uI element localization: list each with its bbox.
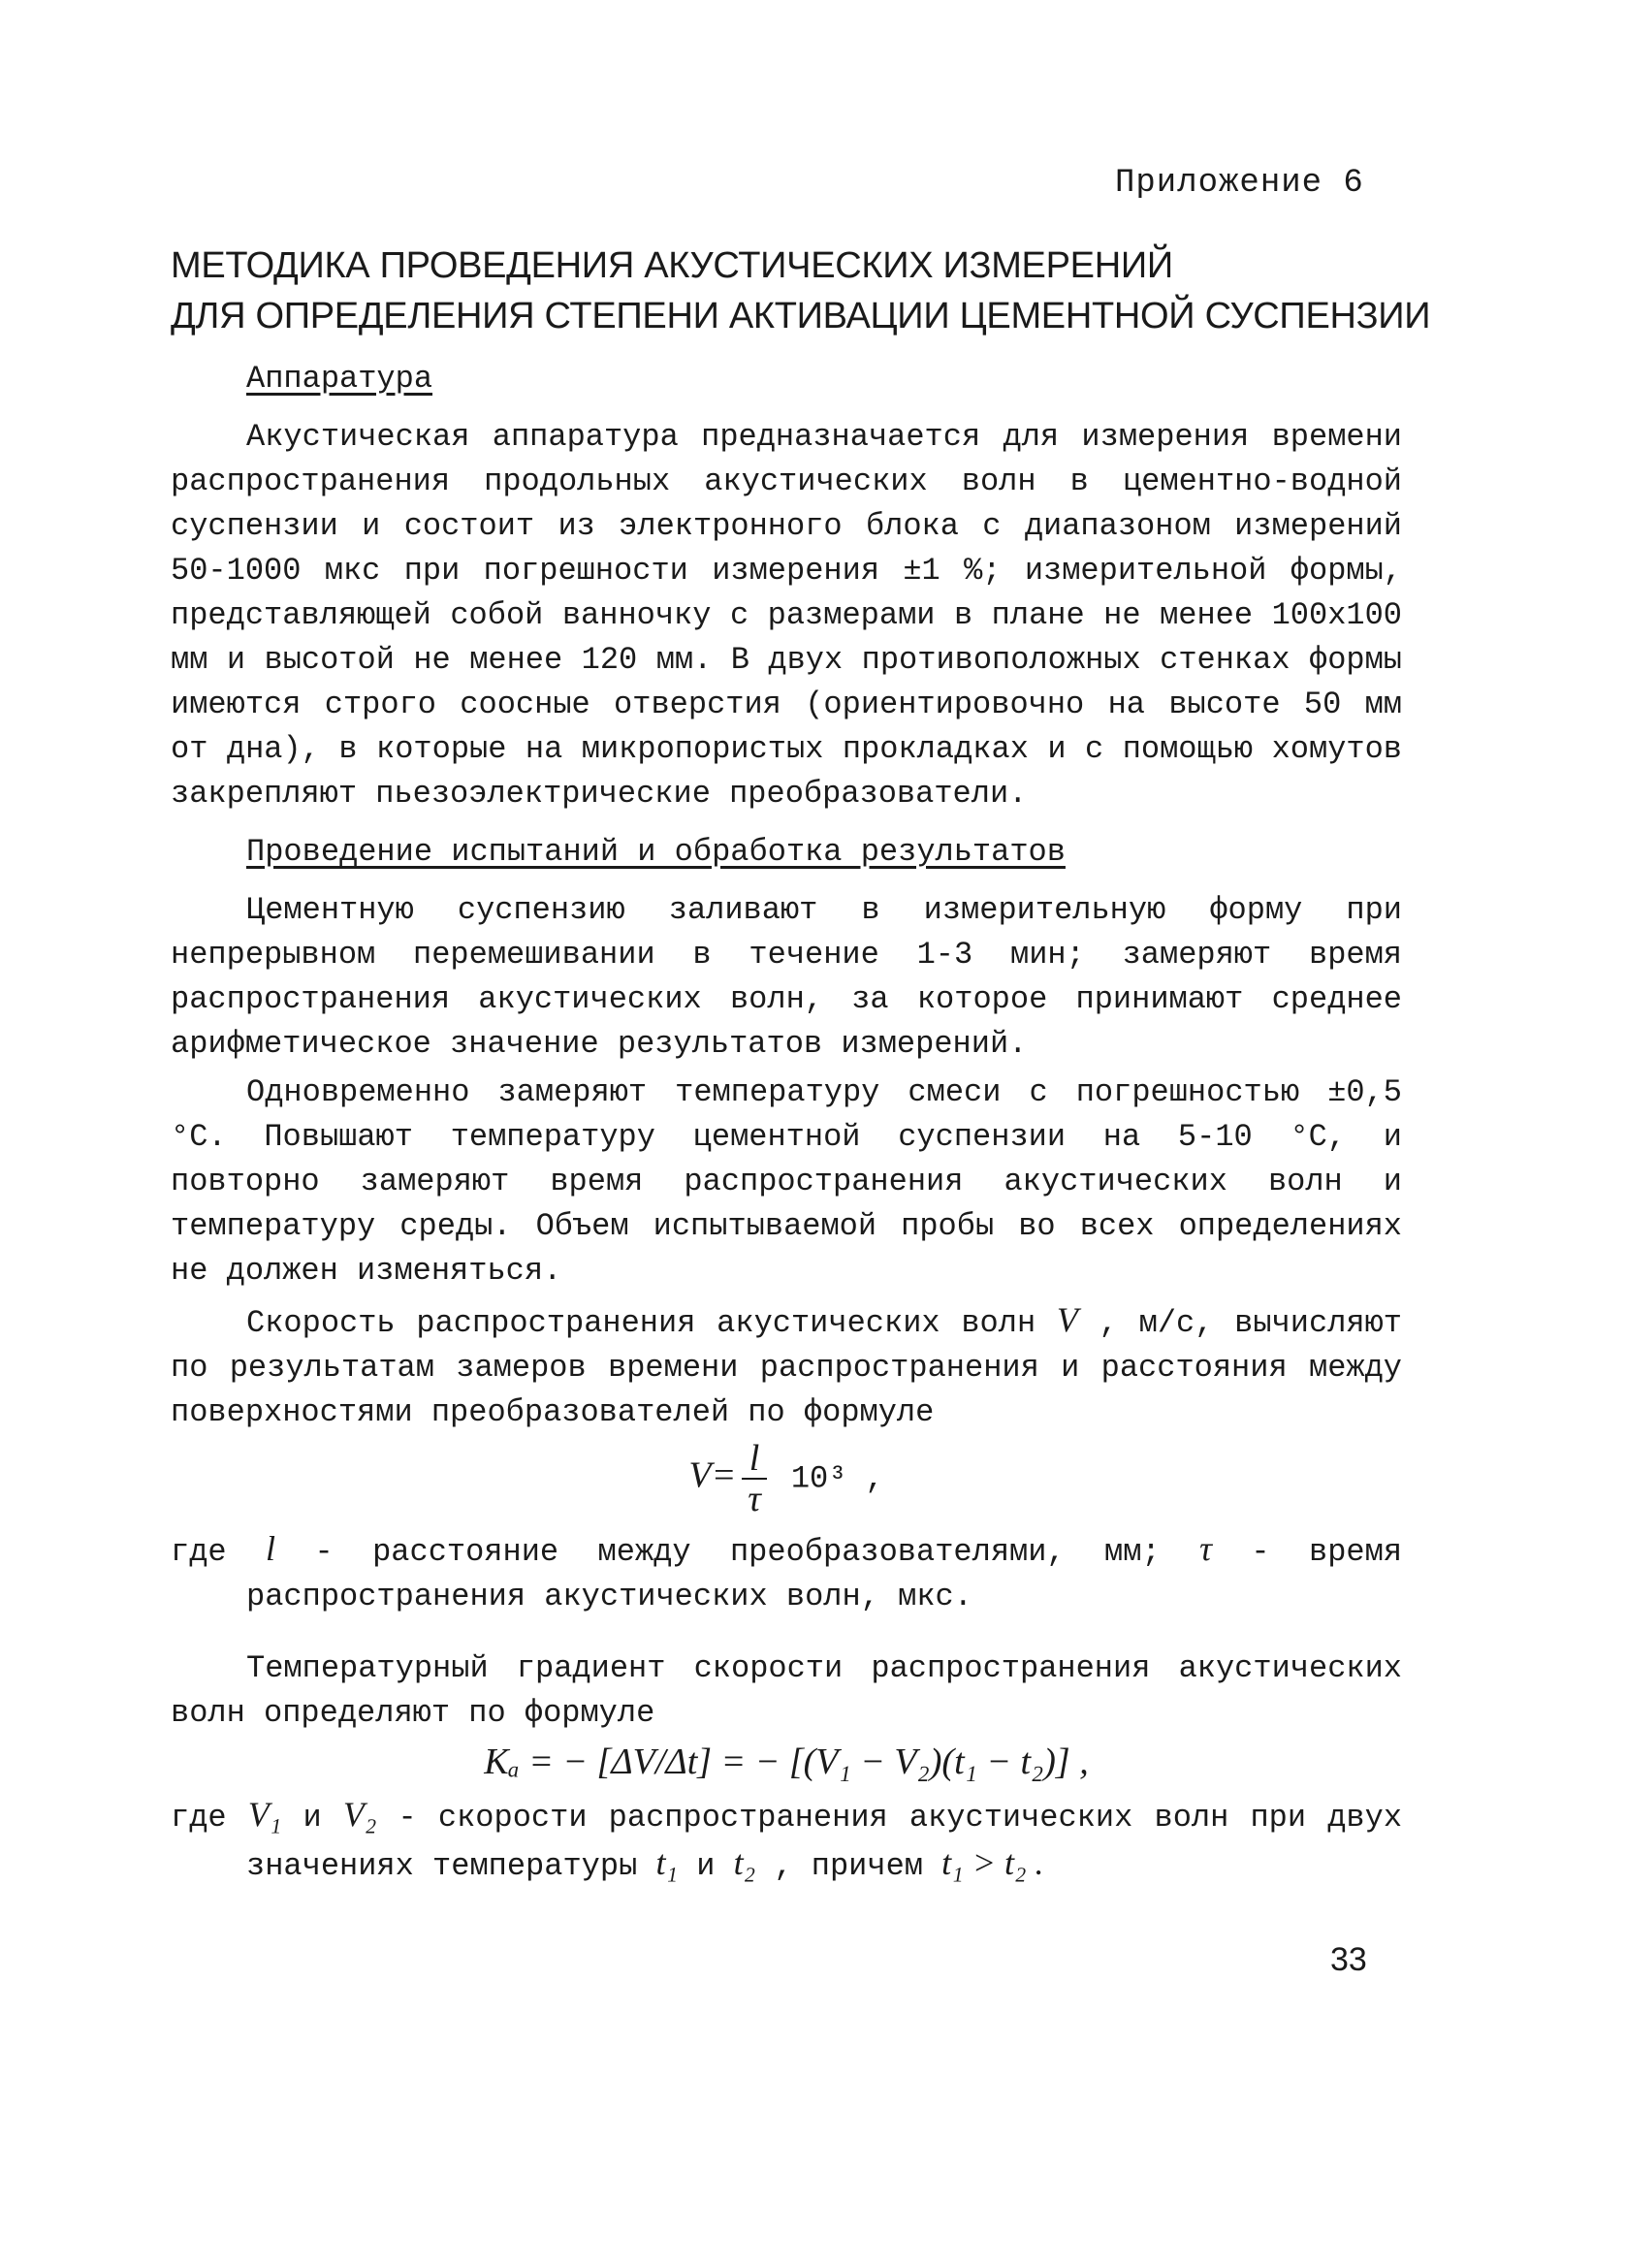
definition-velocity-terms: где l - расстояние между преобразователями, мм; τ - время распространения акустических волн, мкс. [171,1529,1403,1614]
title-line-1: МЕТОДИКА ПРОВЕДЕНИЯ АКУСТИЧЕСКИХ ИЗМЕРЕНИЙ [171,245,1173,286]
paragraph-velocity: Скорость распространения акустических волн V , м/с, вычисляют по результатам замеров времени распространения и расстояния между поверхностями преобразователей по формуле [171,1300,1403,1430]
formula-fraction: $\frac{l}{\tau}$ [742,1439,767,1518]
title-line-2: ДЛЯ ОПРЕДЕЛЕНИЯ СТЕПЕНИ АКТИВАЦИИ ЦЕМЕНТНОЙ СУСПЕНЗИИ [171,296,1431,336]
paragraph-temperature: Одновременно замеряют температуру смеси с погрешностью ±0,5 °С. Повышают температуру цементной суспензии на 5-10 °С, и повторно замеряют время распространения акустических волн и температуру среды. Объем испытываемой пробы во всех определениях не должен изменяться. [171,1074,1402,1289]
formula-gradient: Kₐ = − [ΔV/Δt] = − [(V₁ − V₂)(t₁ − t₂)] , [484,1741,1089,1782]
formula-velocity: V= $\frac{l}{\tau}$ 10³ , [688,1438,884,1519]
page-number: 33 [1330,1941,1367,1978]
section-heading-testing: Проведение испытаний и обработка результатов [246,834,1066,870]
definition-gradient-terms: где V₁ и V₂ - скорости распространения акустических волн при двух значениях температуры t₁ и t₂ , причем t₁ > t₂ . [171,1795,1403,1884]
velocity-symbol: V [1056,1300,1078,1339]
appendix-label: Приложение 6 [1115,165,1364,202]
paragraph-equipment: Акустическая аппаратура предназначается для измерения времени распространения продольных акустических волн в цементно-водной суспензии и состоит из электронного блока с диапазоном измерений 50-1000 мкс при погрешности измерения ±1 %; измерительной формы, представляющей собой ванночку с размерами в плане не менее 100х100 мм и высотой не менее 120 мм. В двух противоположных стенках формы имеются строго соосные отверстия (ориентировочно на высоте 50 мм от дна), в которые на микропористых прокладках и с помощью хомутов закрепляют пьезоэлектрические преобразователи. [171,419,1402,812]
paragraph-gradient: Температурный градиент скорости распространения акустических волн определяют по формуле [171,1650,1402,1731]
paragraph-pouring: Цементную суспензию заливают в измерительную форму при непрерывном перемешивании в течение 1-3 мин; замеряют время распространения акустических волн, за которое принимают среднее арифметическое значение результатов измерений. [171,892,1402,1062]
document-title [171,240,1431,341]
section-heading-equipment: Аппаратура [246,361,433,397]
document-body [171,357,1402,1889]
